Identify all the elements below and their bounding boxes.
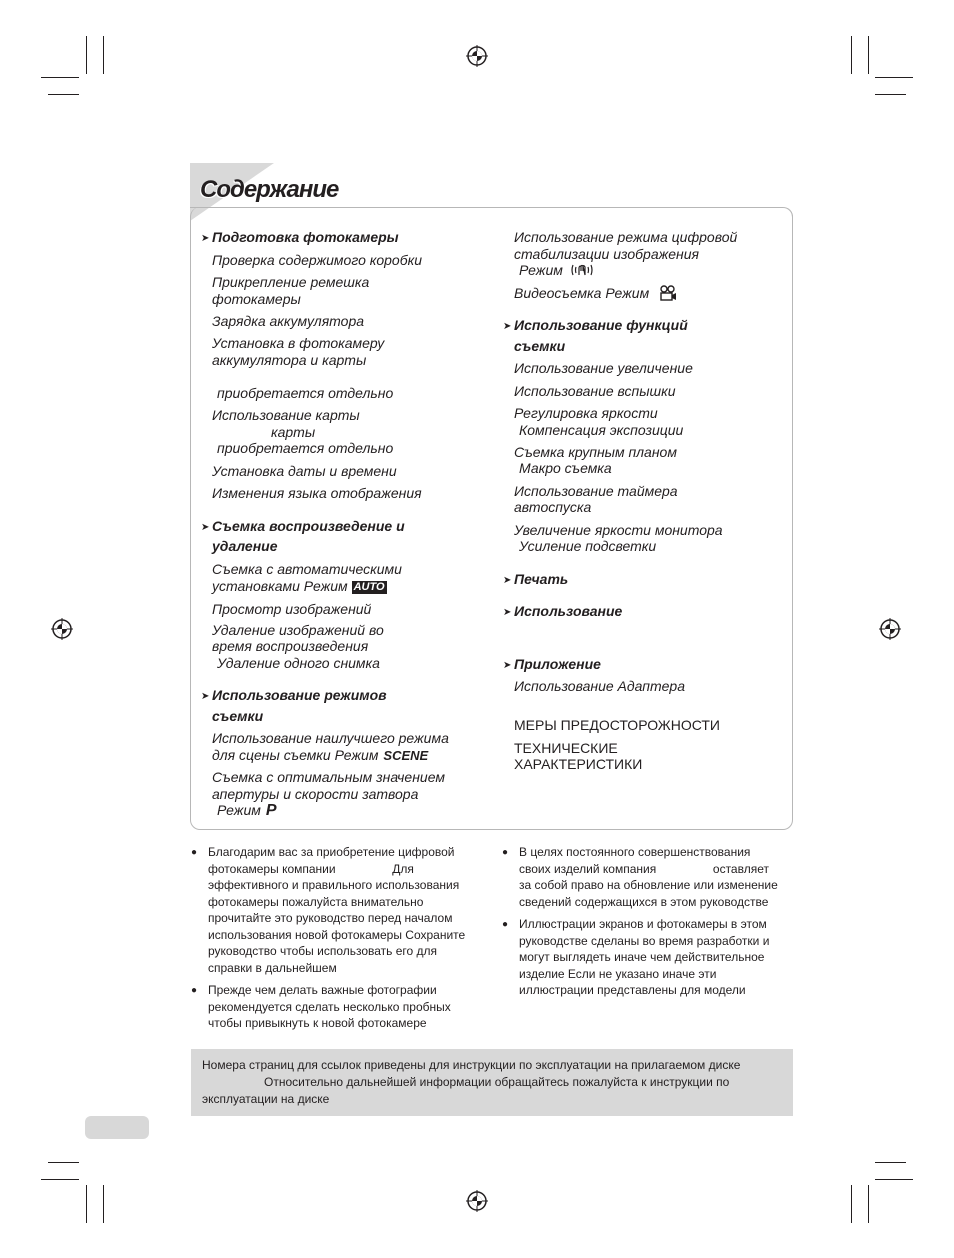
crop-mark — [851, 36, 852, 74]
note-line: Прежде чем делать важные фотографии — [208, 983, 437, 997]
note-line: В целях постоянного совершенствования — [519, 845, 751, 859]
toc-item-line2: стабилизации изображения — [514, 246, 699, 262]
toc-section[interactable]: Подготовка фотокамеры — [212, 229, 399, 245]
toc-section-line2: удаление — [212, 538, 278, 554]
crop-mark — [48, 1162, 79, 1163]
crop-mark — [41, 77, 79, 78]
toc-item[interactable]: МЕРЫ ПРЕДОСТОРОЖНОСТИ — [514, 717, 720, 733]
toc-item-text: Режим — [519, 262, 563, 278]
toc-item[interactable]: Использование таймера — [514, 483, 678, 499]
toc-item[interactable]: Использование режима цифровой — [514, 229, 738, 245]
crop-mark — [851, 1185, 852, 1223]
toc-item-line2: апертуры и скорости затвора — [212, 786, 419, 802]
movie-camera-icon — [657, 285, 677, 301]
toc-item[interactable]: Увеличение яркости монитора — [514, 522, 723, 538]
toc-section[interactable]: Приложение — [514, 656, 601, 672]
note-paragraph — [208, 844, 478, 976]
toc-item-text: Режим — [217, 802, 261, 818]
bullet-icon: ● — [191, 985, 198, 996]
toc-item-line2: ХАРАКТЕРИСТИКИ — [514, 756, 643, 772]
program-mode-glyph: P — [265, 802, 277, 819]
note-line: фотокамеры компании Для — [208, 861, 414, 876]
crop-mark — [875, 1179, 913, 1180]
toc-item[interactable]: Установка даты и времени — [212, 463, 397, 479]
bullet-icon: ● — [502, 847, 509, 858]
toc-item-line2 — [212, 747, 428, 764]
note-line: справки в дальнейшем — [208, 960, 337, 975]
toc-item[interactable]: приобретается отдельно — [217, 385, 394, 401]
toc-item[interactable]: Регулировка яркости — [514, 405, 658, 421]
crop-mark — [48, 94, 79, 95]
crop-mark — [86, 36, 87, 74]
note-line: изделие Если не указано иначе эти — [519, 966, 717, 981]
toc-item[interactable]: Установка в фотокамеру — [212, 335, 385, 351]
note-paragraph — [519, 916, 789, 999]
toc-section-line2: съемки — [212, 708, 264, 724]
toc-item[interactable]: Использование вспышки — [514, 383, 676, 399]
toc-item-line2: Компенсация экспозиции — [519, 422, 684, 438]
toc-item[interactable] — [514, 285, 677, 302]
toc-section[interactable]: Съемка воспроизведение и — [212, 518, 405, 534]
toc-item[interactable]: Использование увеличение — [514, 360, 693, 376]
note-paragraph — [519, 844, 789, 910]
toc-item[interactable]: Использование Адаптера — [514, 678, 685, 694]
toc-item[interactable]: Просмотр изображений — [212, 601, 372, 617]
toc-section[interactable]: Использование режимов — [212, 687, 387, 703]
toc-item-line3: приобретается отдельно — [217, 440, 394, 456]
note-line: сведений содержащихся в этом руководстве — [519, 894, 769, 909]
toc-item-line2: карты — [271, 424, 316, 440]
footer-note-line: эксплуатации на диске — [202, 1092, 330, 1106]
auto-mode-badge: AUTO — [353, 580, 385, 593]
bullet-icon: ● — [191, 847, 198, 858]
section-arrow-icon: ➤ — [503, 660, 512, 671]
note-line: использования новой фотокамеры Сохраните — [208, 927, 466, 942]
section-arrow-icon: ➤ — [201, 691, 210, 702]
bullet-icon: ● — [502, 919, 509, 930]
stabilization-icon — [570, 263, 594, 277]
note-line: прочитайте это руководство перед началом — [208, 911, 453, 925]
toc-item[interactable]: Удаление изображений во — [212, 622, 384, 638]
section-arrow-icon: ➤ — [201, 522, 210, 533]
crop-mark — [875, 77, 913, 78]
toc-section-line2: съемки — [514, 338, 566, 354]
section-arrow-icon: ➤ — [503, 321, 512, 332]
note-line: чтобы привыкнуть к новой фотокамере — [208, 1016, 427, 1030]
section-arrow-icon: ➤ — [201, 233, 210, 244]
crop-mark — [103, 1185, 104, 1223]
footer-note-line: Относительно дальнейшей информации обращайтесь пожалуйста к инструкции по — [264, 1075, 730, 1089]
note-line: за собой право на обновление или изменение — [519, 878, 778, 892]
scene-mode-glyph: SCENE — [383, 748, 429, 763]
toc-item-line3: Удаление одного снимка — [217, 655, 380, 671]
toc-item[interactable]: Использование карты — [212, 407, 360, 423]
page-title: Содержание — [200, 176, 339, 203]
toc-item-line3 — [519, 262, 594, 279]
toc-item-line2: Усиление подсветки — [519, 538, 657, 554]
registration-mark-icon — [51, 618, 73, 640]
crop-mark — [41, 1179, 79, 1180]
toc-item-line2: фотокамеры — [212, 291, 301, 307]
crop-mark — [868, 1185, 869, 1223]
note-line: рекомендуется сделать несколько пробных — [208, 999, 451, 1014]
toc-item-line2: Макро съемка — [519, 460, 612, 476]
toc-item[interactable]: ТЕХНИЧЕСКИЕ — [514, 740, 618, 756]
toc-item-line3 — [217, 802, 277, 819]
toc-item[interactable]: Съемка с автоматическими — [212, 561, 402, 577]
toc-item-text: установками Режим — [212, 578, 348, 594]
registration-mark-icon — [879, 618, 901, 640]
toc-item[interactable]: Использование наилучшего режима — [212, 730, 449, 746]
toc-item[interactable]: Прикрепление ремешка — [212, 274, 370, 290]
note-line: эффективного и правильного использования — [208, 878, 460, 892]
toc-item[interactable]: Съемка крупным планом — [514, 444, 677, 460]
toc-item[interactable]: Зарядка аккумулятора — [212, 313, 365, 329]
toc-section[interactable]: Печать — [514, 571, 569, 587]
note-line: руководстве сделаны во время разработки и — [519, 933, 770, 948]
note-line: могут выглядеть иначе чем действительное — [519, 950, 765, 964]
section-arrow-icon: ➤ — [503, 607, 512, 618]
crop-mark — [103, 36, 104, 74]
crop-mark — [86, 1185, 87, 1223]
toc-item-line2: время воспроизведения — [212, 638, 369, 654]
toc-item-text: для сцены съемки Режим — [212, 747, 379, 763]
toc-item[interactable]: Съемка с оптимальным значением — [212, 769, 445, 785]
registration-mark-icon — [466, 45, 488, 67]
toc-item[interactable]: Изменения языка отображения — [212, 485, 422, 501]
crop-mark — [868, 36, 869, 74]
toc-item-text: Видеосъемка Режим — [514, 285, 650, 301]
toc-item[interactable]: Проверка содержимого коробки — [212, 252, 422, 268]
section-arrow-icon: ➤ — [503, 575, 512, 586]
registration-mark-icon — [466, 1190, 488, 1212]
page-number-tab — [85, 1116, 149, 1139]
footer-note — [202, 1057, 782, 1108]
crop-mark — [875, 1162, 906, 1163]
footer-note-line: Номера страниц для ссылок приведены для инструкции по эксплуатации на прилагаемом диске — [202, 1058, 741, 1072]
toc-item-line2: автоспуска — [514, 499, 592, 515]
toc-item-line2 — [212, 578, 387, 595]
crop-mark — [875, 94, 906, 95]
note-paragraph — [208, 982, 478, 1032]
toc-item-line2: аккумулятора и карты — [212, 352, 367, 368]
toc-section[interactable]: Использование — [514, 603, 623, 619]
note-line: Благодарим вас за приобретение цифровой — [208, 845, 455, 859]
note-line: руководство чтобы использовать его для — [208, 944, 438, 958]
note-line: фотокамеры пожалуйста внимательно — [208, 894, 424, 909]
toc-section[interactable]: Использование функций — [514, 317, 688, 333]
note-line: Иллюстрации экранов и фотокамеры в этом — [519, 917, 767, 931]
note-line: иллюстрации представлены для модели — [519, 983, 746, 997]
note-line: своих изделий компания оставляет — [519, 861, 769, 876]
